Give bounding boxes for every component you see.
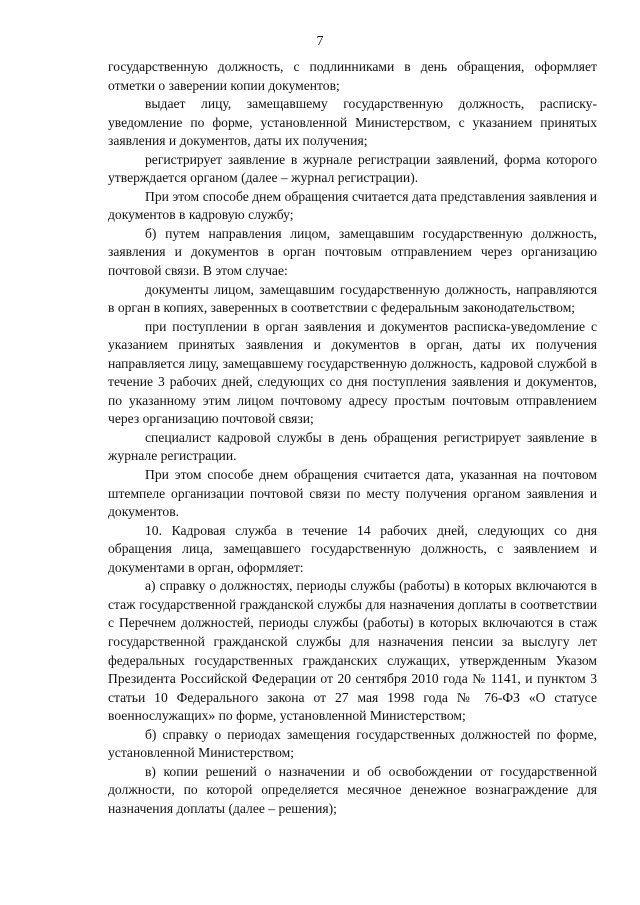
paragraph-specialist: специалист кадровой службы в день обращения регистрирует заявление в журнале регистрации. (108, 429, 597, 464)
paragraph-date-in-person: При этом способе днем обращения считается дата представления заявления и документов в кадровую службу; (108, 188, 597, 223)
paragraph-date-by-mail: При этом способе днем обращения считается дата, указанная на почтовом штемпеле организации почтовой связи по месту получения органом заявления и документов. (108, 467, 597, 520)
document-body (108, 58, 597, 818)
paragraph-item-a: а) справку о должностях, периоды службы (работы) в которых включаются в стаж государственной гражданской службы для назначения доплаты в соответствии с Перечнем должностей, периоды службы (работы) в которых включаются в стаж государственной гражданской службы для назначения пенсии за выслугу лет федеральных государственных гражданских служащих, утвержденным Указом Президента Российской Федерации от 20 сентября 2010 года № 1141, и пунктом 3 статьи 10 Федерального закона от 27 мая 1998 года № 76-ФЗ «О статусе военнослужащих» по форме, установленной Министерством; (108, 578, 597, 724)
paragraph-register: регистрирует заявление в журнале регистрации заявлений, форма которого утверждается органом (далее – журнал регистрации). (108, 151, 597, 186)
page-number: 7 (316, 34, 324, 49)
paragraph-item-b-certificate: б) справку о периодах замещения государственных должностей по форме, установленной Министерством; (108, 726, 597, 761)
paragraph-item-v: в) копии решений о назначении и об освобождении от государственной должности, по которой определяется месячное денежное вознаграждение для назначения доплаты (далее – решения); (108, 763, 597, 816)
paragraph-mail-receipt: при поступлении в орган заявления и документов расписка-уведомление с указанием принятых заявления и документов в орган, даты их получения направляется лицу, замещавшему государственную должность, кадровой службой в течение 3 рабочих дней, следующих со дня поступления заявления и документов, по указанному этим лицом почтовому адресу простым почтовым отправлением через организацию почтовой связи; (108, 318, 597, 427)
paragraph-item-10: 10. Кадровая служба в течение 14 рабочих дней, следующих со дня обращения лица, замещавшего государственную должность, с заявлением и документами в орган, оформляет: (108, 522, 597, 575)
paragraph-continuation: государственную должность, с подлинниками в день обращения, оформляет отметки о заверении копии документов; (108, 59, 597, 93)
paragraph-item-b-mail: б) путем направления лицом, замещавшим государственную должность, заявления и документов в орган почтовым отправлением через организацию почтовой связи. В этом случае: (108, 225, 597, 279)
paragraph-receipt: выдает лицу, замещавшему государственную должность, расписку-уведомление по форме, установленной Министерством, с указанием принятых заявления и документов, даты их получения; (108, 96, 597, 149)
paragraph-copies: документы лицом, замещавшим государственную должность, направляются в орган в копиях, заверенных в соответствии с федеральным законодательством; (108, 281, 597, 316)
